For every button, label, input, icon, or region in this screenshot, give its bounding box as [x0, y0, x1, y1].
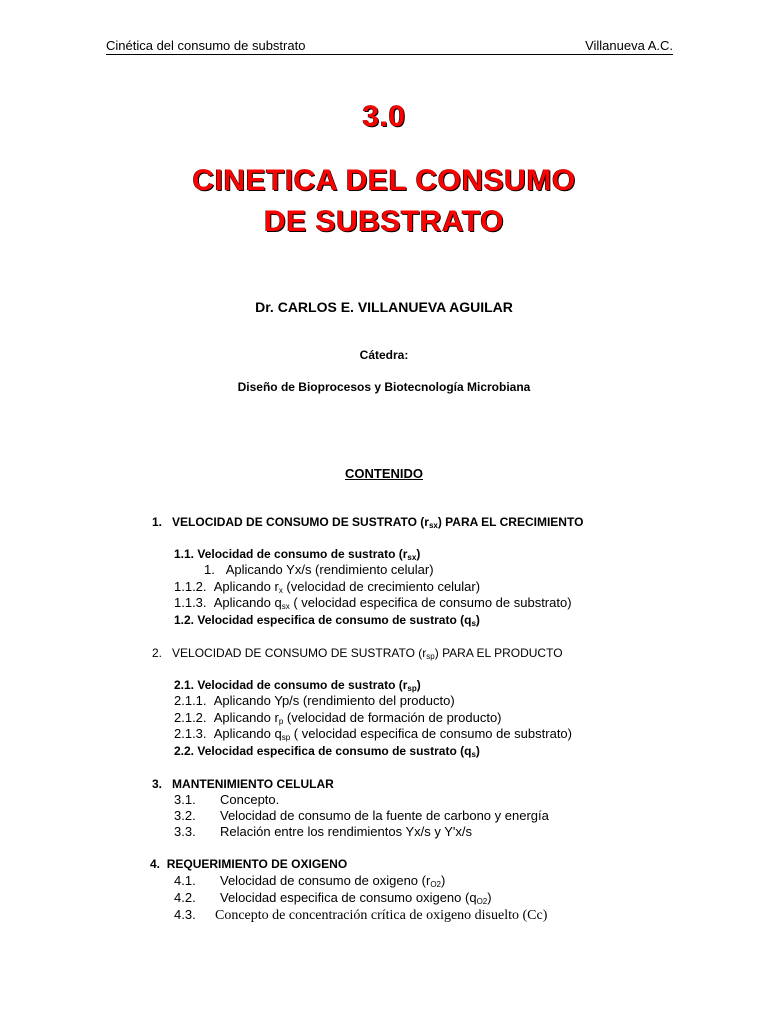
toc-1-1-2: 1.1.2. Aplicando $r_x$ (velocidad de crecimiento celular) — [174, 579, 481, 595]
toc-3-2: 3.2. Velocidad de consumo de la fuente de carbono y energía — [174, 808, 549, 823]
title-line-2: DE SUBSTRATO — [264, 205, 504, 238]
toc-2-2: 2.2. Velocidad especifica de consumo de sustrato $(q_s)$ — [174, 744, 480, 759]
toc-section-2: 2. VELOCIDAD DE CONSUMO DE SUSTRATO $(r_{sp})$ PARA EL PRODUCTO — [152, 646, 563, 661]
header-right: Villanueva A.C. — [585, 38, 673, 53]
toc-section-4: 4. REQUERIMIENTO DE OXIGENO — [150, 857, 348, 871]
toc-2-1-2: 2.1.2. Aplicando $r_p$ (velocidad de formación de producto) — [174, 710, 502, 726]
contents-heading: CONTENIDO — [345, 466, 423, 481]
toc-1-1-1: 1. Aplicando Yx/s (rendimiento celular) — [204, 562, 434, 577]
toc-4-3: 4.3. Concepto de concentración crítica de oxigeno disuelto (Cc) — [174, 907, 548, 923]
toc-3-3: 3.3. Relación entre los rendimientos Yx/s y Y'x/s — [174, 824, 473, 839]
toc-2-1-1: 2.1.1. Aplicando Yp/s (rendimiento del producto) — [174, 693, 455, 708]
toc-section-3: 3. MANTENIMIENTO CELULAR — [152, 777, 334, 791]
toc-section-1: 1. VELOCIDAD DE CONSUMO DE SUSTRATO $(r_{sx})$ PARA EL CRECIMIENTO — [152, 515, 584, 530]
chapter-number: 3.0 — [362, 100, 406, 133]
toc-2-1: 2.1. Velocidad de consumo de sustrato $(r_{sp})$ — [174, 678, 421, 693]
header-divider — [106, 54, 673, 55]
author: Dr. CARLOS E. VILLANUEVA AGUILAR — [255, 299, 513, 315]
toc-1-1: 1.1. Velocidad de consumo de sustrato $(r_{sx})$ — [174, 547, 421, 562]
catedra-name: Diseño de Bioprocesos y Biotecnología Microbiana — [237, 380, 531, 394]
catedra-label: Cátedra: — [359, 348, 409, 362]
toc-4-1: 4.1. Velocidad de consumo de oxigeno $(r_{O2})$ — [174, 873, 446, 889]
title-line-1: CINETICA DEL CONSUMO — [192, 164, 576, 197]
header-left: Cinética del consumo de substrato — [106, 38, 306, 53]
toc-4-2: 4.2. Velocidad especifica de consumo oxigeno $(q_{O2})$ — [174, 890, 492, 906]
toc-1-1-3: 1.1.3. Aplicando $q_{sx}$ ( velocidad especifica de consumo de substrato) — [174, 595, 572, 611]
toc-3-1: 3.1. Concepto. — [174, 792, 280, 807]
toc-2-1-3: 2.1.3. Aplicando $q_{sp}$ ( velocidad especifica de consumo de substrato) — [174, 726, 572, 742]
toc-1-2: 1.2. Velocidad especifica de consumo de sustrato $(q_s)$ — [174, 613, 480, 628]
